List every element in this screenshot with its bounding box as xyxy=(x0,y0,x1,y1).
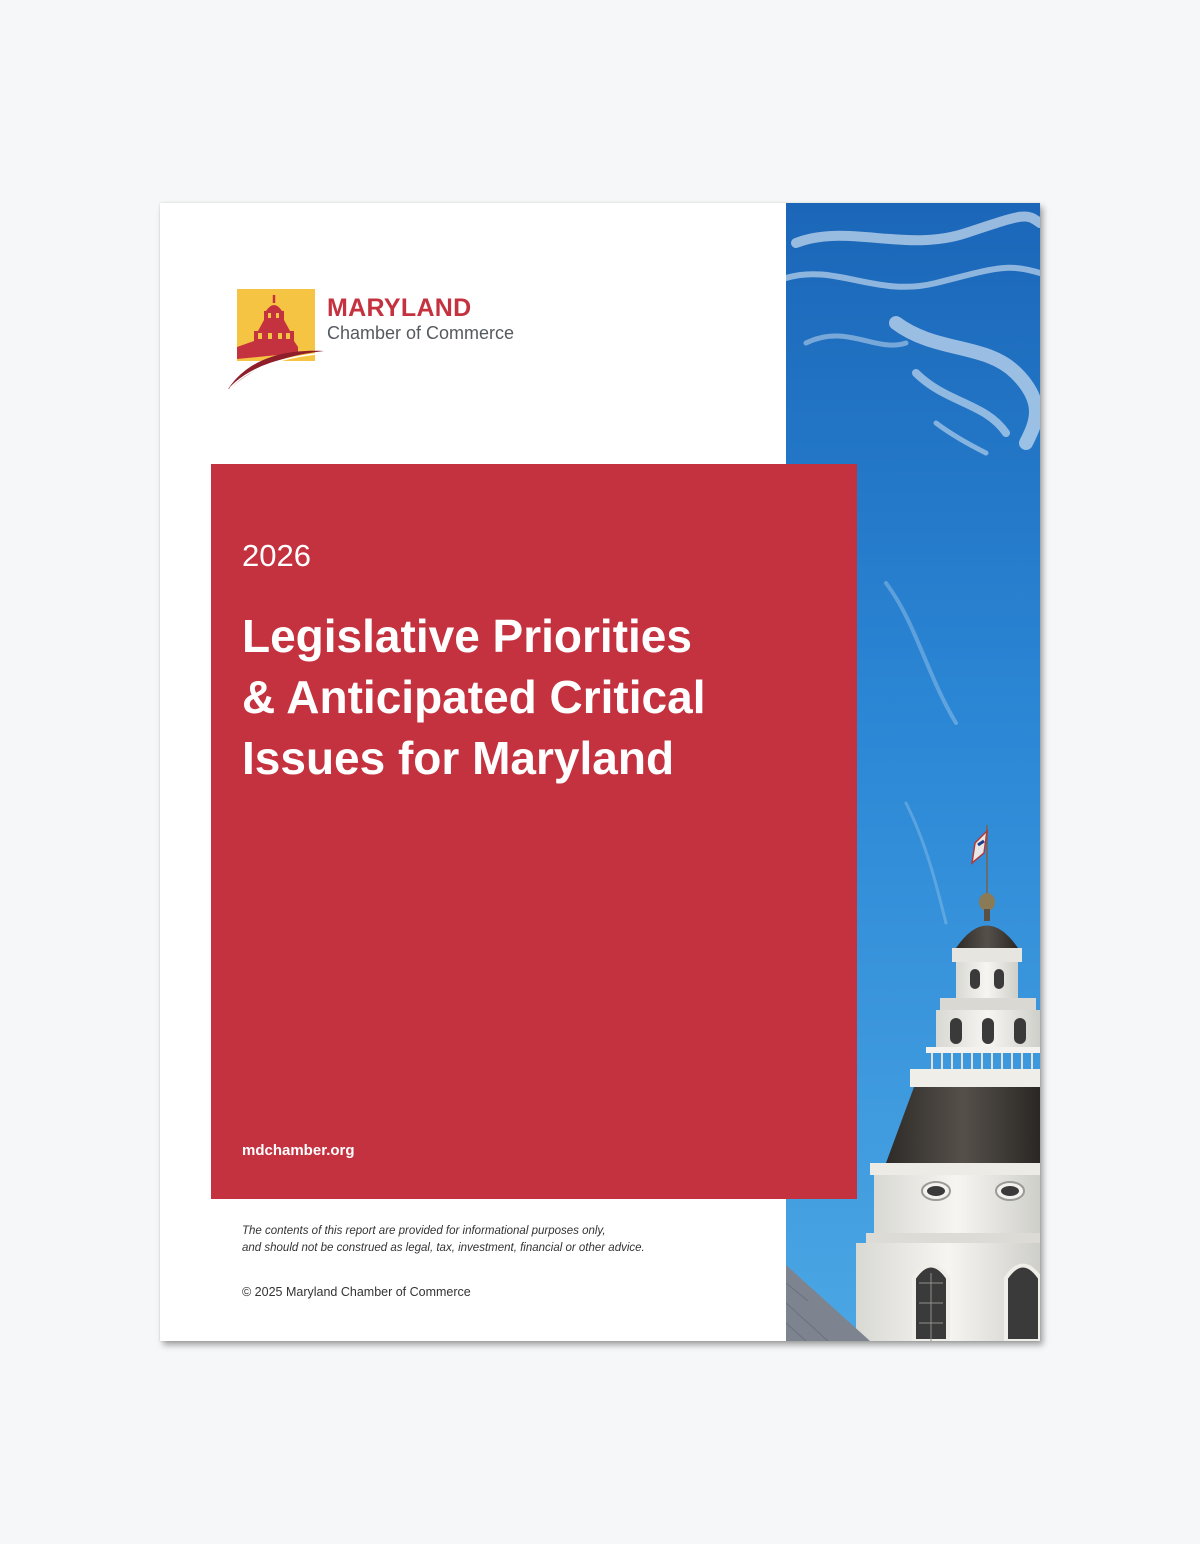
logo-subtitle: Chamber of Commerce xyxy=(327,323,515,343)
report-cover xyxy=(160,203,1040,1341)
report-year: 2026 xyxy=(242,538,311,573)
report-title xyxy=(242,606,842,789)
capitol-dome-logo-icon xyxy=(228,289,328,389)
copyright-notice: © 2025 Maryland Chamber of Commerce xyxy=(242,1285,471,1299)
logo-wordmark: MARYLAND xyxy=(327,294,472,322)
report-title-line: Legislative Priorities xyxy=(242,610,692,662)
disclaimer-line: and should not be construed as legal, tax, investment, financial or other advice. xyxy=(242,1242,645,1254)
report-title-line: & Anticipated Critical xyxy=(242,671,706,723)
title-block xyxy=(211,464,857,1199)
disclaimer xyxy=(242,1223,762,1257)
chamber-logo xyxy=(228,289,528,389)
report-title-line: Issues for Maryland xyxy=(242,732,675,784)
disclaimer-line: The contents of this report are provided for informational purposes only, xyxy=(242,1225,606,1237)
website-link[interactable]: mdchamber.org xyxy=(242,1142,355,1159)
